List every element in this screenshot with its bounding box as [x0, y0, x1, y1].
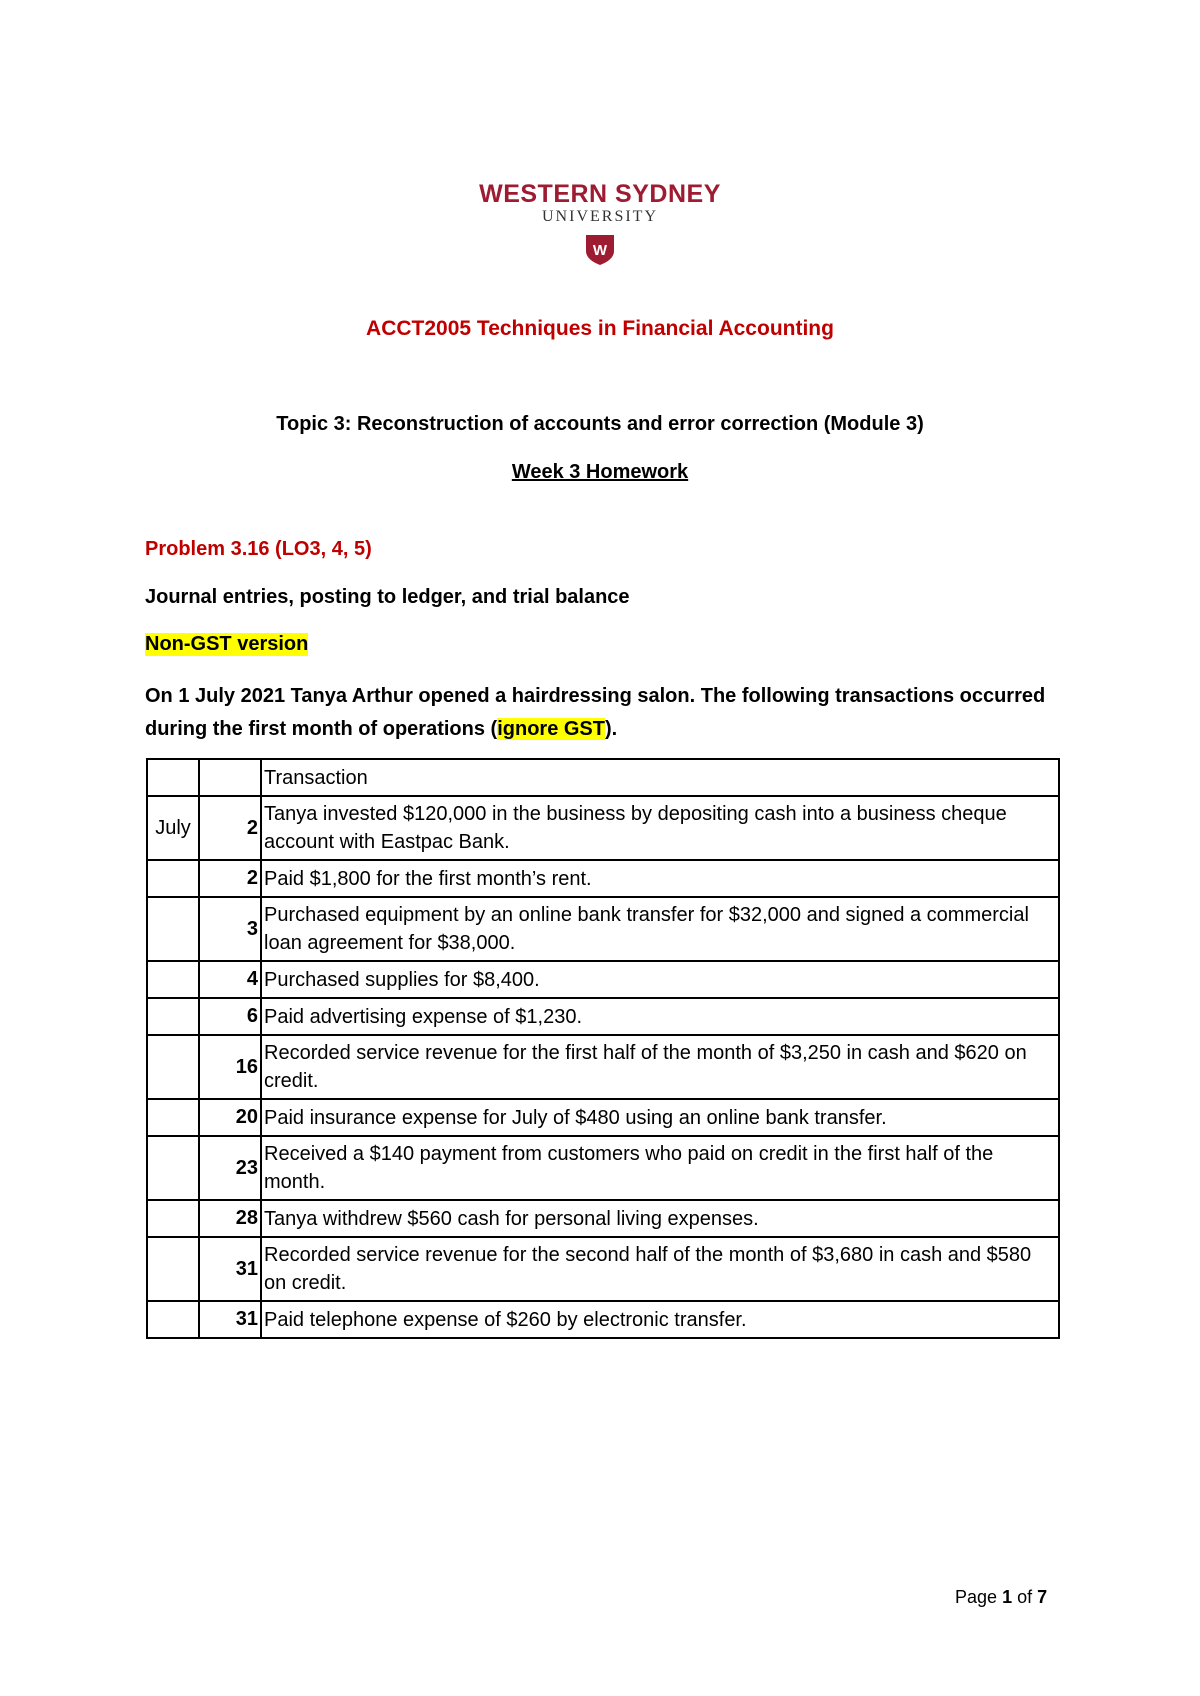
row-month — [147, 1099, 199, 1136]
row-transaction: Tanya invested $120,000 in the business by depositing cash into a business cheque account with Eastpac Bank. — [261, 796, 1059, 860]
shield-icon — [585, 234, 615, 266]
intro-text-1: On 1 July 2021 Tanya Arthur opened a hairdressing salon. The following transactions occurred during the first month of operations ( — [145, 685, 1046, 740]
row-day: 23 — [199, 1136, 261, 1200]
row-transaction: Paid insurance expense for July of $480 using an online bank transfer. — [261, 1099, 1059, 1136]
problem-subtitle: Journal entries, posting to ledger, and trial balance — [145, 586, 630, 608]
course-title: ACCT2005 Techniques in Financial Accounting — [366, 317, 834, 340]
table-header-row — [147, 759, 1059, 796]
row-day: 31 — [199, 1237, 261, 1301]
table-row — [147, 1099, 1059, 1136]
problem-heading: Problem 3.16 (LO3, 4, 5) — [145, 538, 372, 560]
header-transaction: Transaction — [261, 759, 1059, 796]
row-transaction: Paid telephone expense of $260 by electronic transfer. — [261, 1301, 1059, 1338]
intro-paragraph — [145, 680, 1065, 746]
transactions-table — [146, 758, 1060, 1339]
table-row — [147, 897, 1059, 961]
row-month — [147, 961, 199, 998]
footer-page-number: 1 — [1002, 1587, 1013, 1607]
row-month — [147, 860, 199, 897]
row-day: 16 — [199, 1035, 261, 1099]
row-month — [147, 897, 199, 961]
row-month — [147, 998, 199, 1035]
header-day — [199, 759, 261, 796]
logo-subtitle: UNIVERSITY — [542, 208, 658, 225]
logo-title: WESTERN SYDNEY — [479, 180, 721, 208]
table-row — [147, 998, 1059, 1035]
row-day: 6 — [199, 998, 261, 1035]
table-row — [147, 1136, 1059, 1200]
row-transaction: Purchased supplies for $8,400. — [261, 961, 1059, 998]
table-row — [147, 796, 1059, 860]
row-month — [147, 1200, 199, 1237]
topic-heading: Topic 3: Reconstruction of accounts and error correction (Module 3) — [276, 413, 924, 435]
intro-text-2: ). — [605, 718, 618, 740]
table-row — [147, 1301, 1059, 1338]
row-transaction: Paid advertising expense of $1,230. — [261, 998, 1059, 1035]
row-month — [147, 1237, 199, 1301]
header-month — [147, 759, 199, 796]
row-transaction: Tanya withdrew $560 cash for personal living expenses. — [261, 1200, 1059, 1237]
row-day: 2 — [199, 860, 261, 897]
row-month — [147, 1035, 199, 1099]
row-transaction: Recorded service revenue for the first half of the month of $3,250 in cash and $620 on credit. — [261, 1035, 1059, 1099]
row-day: 20 — [199, 1099, 261, 1136]
intro-highlight: ignore GST — [497, 718, 605, 740]
table-row — [147, 961, 1059, 998]
version-label: Non-GST version — [145, 633, 309, 655]
row-day: 2 — [199, 796, 261, 860]
row-day: 28 — [199, 1200, 261, 1237]
university-logo — [0, 180, 1200, 266]
table-row — [147, 1035, 1059, 1099]
row-month — [147, 1301, 199, 1338]
row-month: July — [147, 796, 199, 860]
page-footer — [955, 1587, 1047, 1608]
row-day: 31 — [199, 1301, 261, 1338]
row-transaction: Paid $1,800 for the first month’s rent. — [261, 860, 1059, 897]
table-row — [147, 860, 1059, 897]
row-transaction: Purchased equipment by an online bank transfer for $32,000 and signed a commercial loan agreement for $38,000. — [261, 897, 1059, 961]
emblem-letter: W — [592, 242, 608, 259]
table-row — [147, 1200, 1059, 1237]
table-row — [147, 1237, 1059, 1301]
week-heading: Week 3 Homework — [511, 461, 689, 483]
footer-page-word: Page — [955, 1587, 998, 1607]
row-day: 4 — [199, 961, 261, 998]
row-month — [147, 1136, 199, 1200]
row-day: 3 — [199, 897, 261, 961]
footer-page-total: 7 — [1037, 1587, 1048, 1607]
row-transaction: Recorded service revenue for the second half of the month of $3,680 in cash and $580 on credit. — [261, 1237, 1059, 1301]
row-transaction: Received a $140 payment from customers who paid on credit in the first half of the month. — [261, 1136, 1059, 1200]
footer-of-word: of — [1017, 1587, 1033, 1607]
